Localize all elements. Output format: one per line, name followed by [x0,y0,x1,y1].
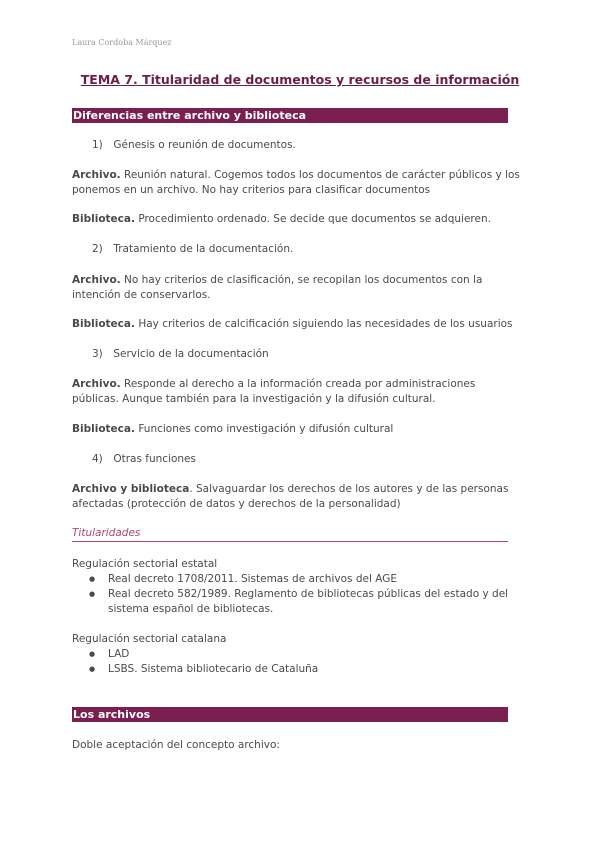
paragraph-biblioteca-3 [72,422,520,437]
author-header: Laura Cordoba Márquez [72,38,172,47]
bullet-list-estatal [72,572,524,617]
list-item: ● Real decreto 582/1989. Reglamento de bibliotecas públicas del estado y del sistema español de bibliotecas. [72,587,524,617]
paragraph-label: Archivo. [72,274,121,286]
item-number: 3) [92,348,103,360]
numbered-item-4 [92,452,196,467]
paragraph-text: . Salvaguardar los derechos de los autores y de las personas afectadas (protección de datos y derechos de la personalidad) [72,483,509,510]
numbered-item-3 [92,347,269,362]
regulacion-catalana-label: Regulación sectorial catalana [72,633,227,645]
paragraph-text: Responde al derecho a la información creada por administraciones públicas. Aunque también para la investigación y la difusión cultural. [72,378,476,405]
bullet-list-catalana [72,647,524,677]
item-text: Tratamiento de la documentación. [113,243,294,255]
paragraph-label: Archivo. [72,169,121,181]
page-title: TEMA 7. Titularidad de documentos y recursos de información [80,72,520,87]
numbered-item-1 [92,138,296,153]
paragraph-text: Funciones como investigación y difusión cultural [134,423,394,435]
paragraph-archivo-y-biblioteca [72,482,520,512]
item-number: 1) [92,139,103,151]
regulacion-estatal-label: Regulación sectorial estatal [72,558,218,570]
item-number: 2) [92,243,103,255]
item-text: Génesis o reunión de documentos. [113,139,296,151]
paragraph-archivo-1 [72,168,520,198]
paragraph-text: No hay criterios de clasificación, se recopilan los documentos con la intención de conservarlos. [72,274,483,301]
list-item: ● Real decreto 1708/2011. Sistemas de archivos del AGE [72,572,524,587]
paragraph-biblioteca-2 [72,317,520,332]
paragraph-label: Biblioteca. [72,423,135,435]
section-heading-diferencias: Diferencias entre archivo y biblioteca [72,108,508,123]
numbered-item-2 [92,242,293,257]
list-item: ● LAD [72,647,524,662]
paragraph-archivo-3 [72,377,520,407]
paragraph-text: Procedimiento ordenado. Se decide que documentos se adquieren. [134,213,491,225]
paragraph-doble-aceptacion: Doble aceptación del concepto archivo: [72,739,280,751]
subheading-titularidades: Titularidades [72,527,508,542]
paragraph-text: Hay criterios de calcificación siguiendo las necesidades de los usuarios [134,318,513,330]
paragraph-label: Archivo. [72,378,121,390]
item-text: Servicio de la documentación [113,348,269,360]
section-heading-los-archivos: Los archivos [72,707,508,722]
paragraph-biblioteca-1 [72,212,520,227]
paragraph-label: Biblioteca. [72,213,135,225]
paragraph-text: Reunión natural. Cogemos todos los documentos de carácter públicos y los ponemos en un archivo. No hay criterios para clasificar documentos [72,169,520,196]
paragraph-label: Biblioteca. [72,318,135,330]
item-number: 4) [92,453,103,465]
item-text: Otras funciones [113,453,196,465]
list-item: ● LSBS. Sistema bibliotecario de Cataluña [72,662,524,677]
paragraph-archivo-2 [72,273,520,303]
paragraph-label: Archivo y biblioteca [72,483,190,495]
